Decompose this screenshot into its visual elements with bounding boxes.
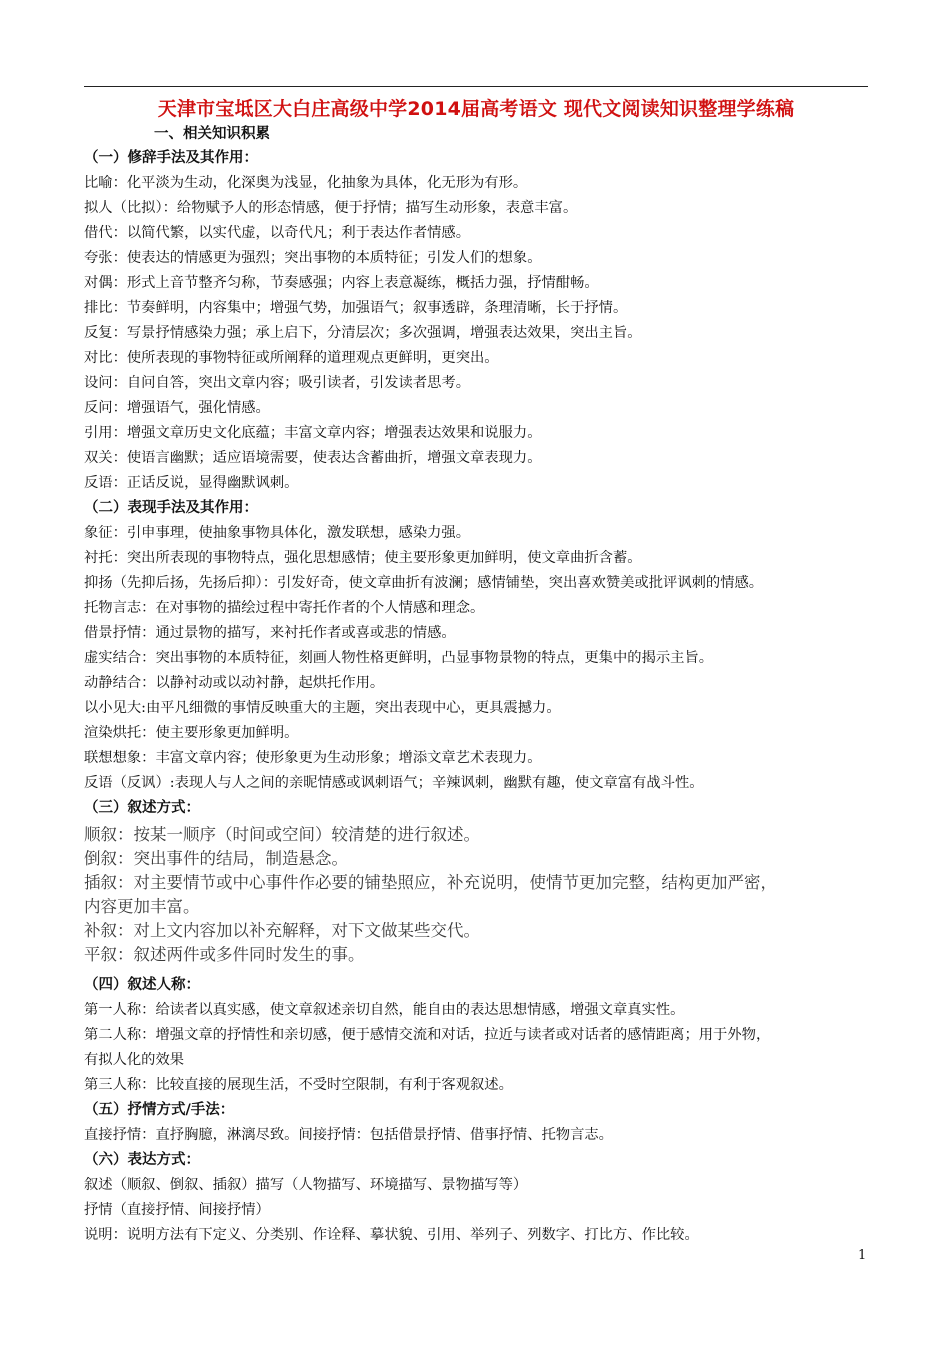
document-body: [84, 122, 874, 1248]
header-rule: [84, 86, 868, 87]
text-line: 排比：节奏鲜明，内容集中；增强气势，加强语气；叙事透辟，条理清晰，长于抒情。: [84, 300, 628, 316]
text-line: 补叙：对上文内容加以补充解释，对下文做某些交代。: [84, 921, 480, 940]
text-line: 衬托：突出所表现的事物特点，强化思想感情；使主要形象更加鲜明，使文章曲折含蓄。: [84, 550, 642, 566]
page-number: 1: [858, 1248, 867, 1263]
section-heading-rhetoric: （一）修辞手法及其作用：: [84, 150, 258, 166]
text-line: 托物言志：在对事物的描绘过程中寄托作者的个人情感和理念。: [84, 600, 485, 616]
text-line: 对比：使所表现的事物特征或所阐释的道理观点更鲜明，更突出。: [84, 350, 499, 366]
part-heading: 一、相关知识积累: [154, 126, 270, 142]
text-line: 说明：说明方法有下定义、分类别、作诠释、摹状貌、引用、举列子、列数字、打比方、作比较。: [84, 1227, 699, 1243]
text-line: 动静结合：以静衬动或以动衬静，起烘托作用。: [84, 675, 385, 691]
text-line: 反语（反讽）:表现人与人之间的亲昵情感或讽刺语气；辛辣讽刺，幽默有趣，使文章富有战斗性。: [84, 775, 704, 791]
text-line: 反问：增强语气，强化情感。: [84, 400, 270, 416]
text-line: 第一人称：给读者以真实感，使文章叙述亲切自然，能自由的表达思想情感，增强文章真实性。: [84, 1002, 685, 1018]
text-line: 象征：引申事理，使抽象事物具体化，激发联想，感染力强。: [84, 525, 471, 541]
scanned-text-block: [84, 823, 874, 967]
text-line: 比喻：化平淡为生动，化深奥为浅显，化抽象为具体，化无形为有形。: [84, 175, 528, 191]
document-title: 天津市宝坻区大白庄高级中学2014届高考语文 现代文阅读知识整理学练稿: [157, 98, 795, 120]
text-line: 直接抒情：直抒胸臆，淋漓尽致。间接抒情：包括借景抒情、借事抒情、托物言志。: [84, 1127, 613, 1143]
text-line: 联想想象：丰富文章内容；使形象更为生动形象；增添文章艺术表现力。: [84, 750, 542, 766]
text-line: 以小见大:由平凡细微的事情反映重大的主题，突出表现中心，更具震撼力。: [84, 700, 561, 716]
text-line: 借代：以简代繁，以实代虚，以奇代凡；利于表达作者情感。: [84, 225, 471, 241]
text-line: 平叙：叙述两件或多件同时发生的事。: [84, 945, 365, 964]
text-line: 抒情（直接抒情、间接抒情）: [84, 1202, 270, 1218]
text-line: 双关：使语言幽默；适应语境需要，使表达含蓄曲折，增强文章表现力。: [84, 450, 542, 466]
text-line: 引用：增强文章历史文化底蕴；丰富文章内容；增强表达效果和说服力。: [84, 425, 542, 441]
text-line: 第三人称：比较直接的展现生活，不受时空限制，有利于客观叙述。: [84, 1077, 513, 1093]
section-heading-narration: （三）叙述方式：: [84, 800, 200, 816]
section-heading-lyric: （五）抒情方式/手法：: [84, 1102, 235, 1118]
text-line: 第二人称：增强文章的抒情性和亲切感，便于感情交流和对话，拉近与读者或对话者的感情距离；用于外物，: [84, 1027, 771, 1043]
text-line: 虚实结合：突出事物的本质特征，刻画人物性格更鲜明，凸显事物景物的特点，更集中的揭示主旨。: [84, 650, 714, 666]
text-line: 对偶：形式上音节整齐匀称，节奏感强；内容上表意凝练，概括力强，抒情酣畅。: [84, 275, 599, 291]
text-line: 反语：正话反说，显得幽默讽刺。: [84, 475, 299, 491]
section-heading-person: （四）叙述人称：: [84, 977, 200, 993]
text-line: 抑扬（先抑后扬，先扬后抑）：引发好奇，使文章曲折有波澜；感情铺垫，突出喜欢赞美或批评讽刺的情感。: [84, 575, 764, 591]
text-line: 倒叙：突出事件的结局，制造悬念。: [84, 849, 348, 868]
text-line: 插叙：对主要情节或中心事件作必要的铺垫照应，补充说明，使情节更加完整，结构更加严密，: [84, 873, 777, 892]
text-line: 设问：自问自答，突出文章内容；吸引读者，引发读者思考。: [84, 375, 471, 391]
section-heading-expression: （二）表现手法及其作用：: [84, 500, 258, 516]
section-heading-expression-modes: （六）表达方式：: [84, 1152, 200, 1168]
text-line: 叙述（顺叙、倒叙、插叙）描写（人物描写、环境描写、景物描写等）: [84, 1177, 528, 1193]
text-line: 反复：写景抒情感染力强；承上启下，分清层次；多次强调，增强表达效果，突出主旨。: [84, 325, 642, 341]
text-line: 拟人（比拟）：给物赋予人的形态情感，便于抒情；描写生动形象，表意丰富。: [84, 200, 578, 216]
text-line: 渲染烘托：使主要形象更加鲜明。: [84, 725, 299, 741]
text-line: 内容更加丰富。: [84, 897, 200, 916]
text-line: 借景抒情：通过景物的描写，来衬托作者或喜或悲的情感。: [84, 625, 456, 641]
text-line: 有拟人化的效果: [84, 1052, 185, 1068]
text-line: 顺叙：按某一顺序（时间或空间）较清楚的进行叙述。: [84, 825, 480, 844]
text-line: 夸张：使表达的情感更为强烈；突出事物的本质特征；引发人们的想象。: [84, 250, 542, 266]
